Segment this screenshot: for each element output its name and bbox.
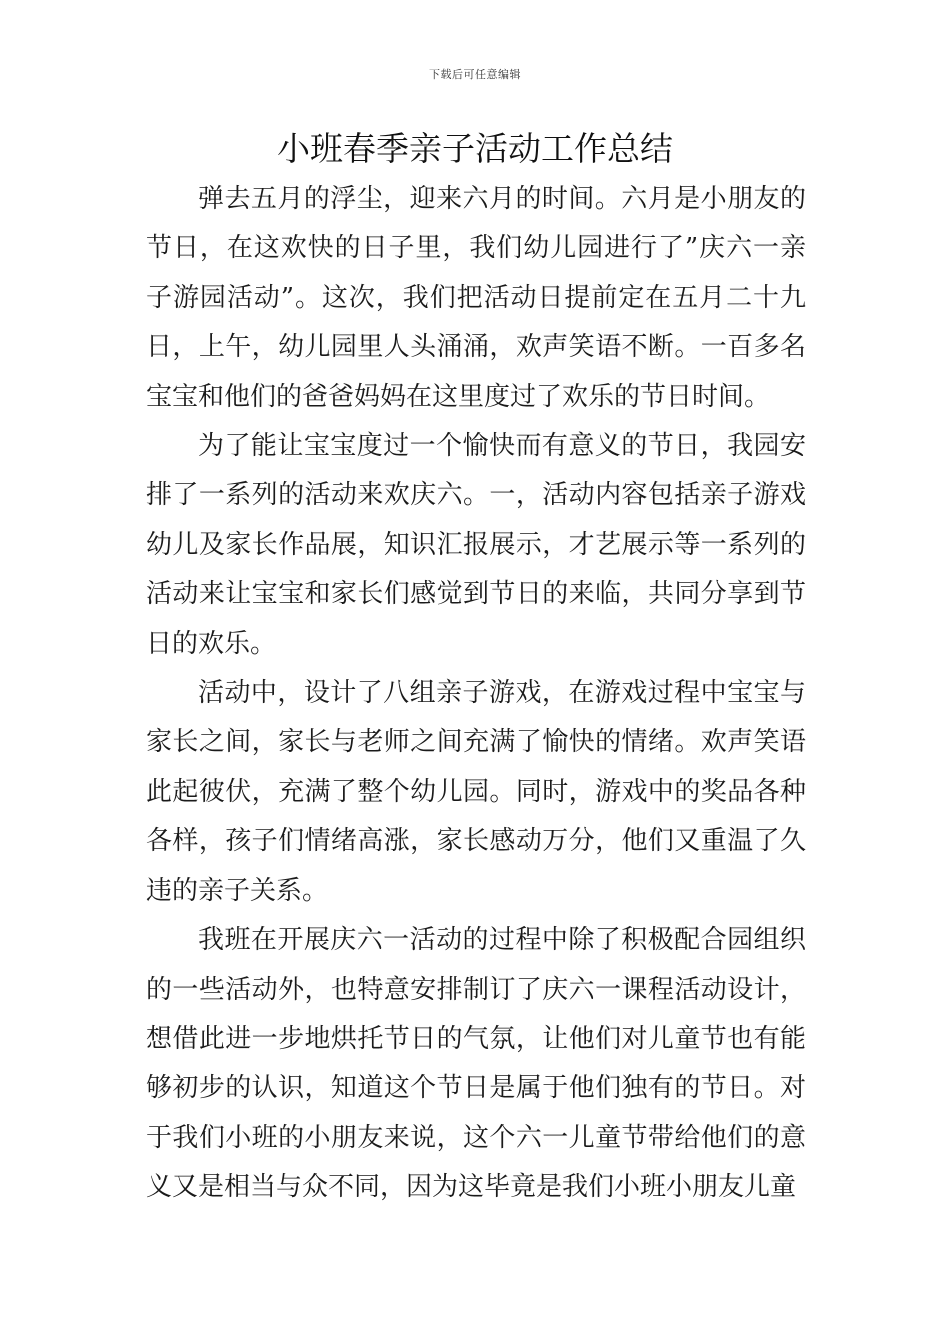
document-title: 小班春季亲子活动工作总结: [277, 129, 673, 168]
paragraph: 为了能让宝宝度过一个愉快而有意义的节日，我园安排了一系列的活动来欢庆六。一，活动内容包括亲子游戏幼儿及家长作品展，知识汇报展示，才艺展示等一系列的活动来让宝宝和家长们感觉到节日的来临，共同分享到节日的欢乐。: [146, 431, 806, 659]
header-note: 下载后可任意编辑: [429, 68, 521, 81]
paragraph: 弹去五月的浮尘，迎来六月的时间。六月是小朋友的节日，在这欢快的日子里，我们幼儿园进行了”庆六一亲子游园活动”。这次，我们把活动日提前定在五月二十九日，上午，幼儿园里人头涌涌，欢声笑语不断。一百多名宝宝和他们的爸爸妈妈在这里度过了欢乐的节日时间。: [146, 184, 806, 412]
paragraph: 活动中，设计了八组亲子游戏，在游戏过程中宝宝与家长之间，家长与老师之间充满了愉快的情绪。欢声笑语此起彼伏，充满了整个幼儿园。同时，游戏中的奖品各种各样，孩子们情绪高涨，家长感动万分，他们又重温了久违的亲子关系。: [146, 678, 806, 906]
document-body: [146, 175, 806, 1213]
paragraph: 我班在开展庆六一活动的过程中除了积极配合园组织的一些活动外，也特意安排制订了庆六一课程活动设计，想借此进一步地烘托节日的气氛，让他们对儿童节也有能够初步的认识，知道这个节日是属于他们独有的节日。对于我们小班的小朋友来说，这个六一儿童节带给他们的意义又是相当与众不同，因为这毕竟是我们小班小朋友儿童: [146, 925, 806, 1203]
